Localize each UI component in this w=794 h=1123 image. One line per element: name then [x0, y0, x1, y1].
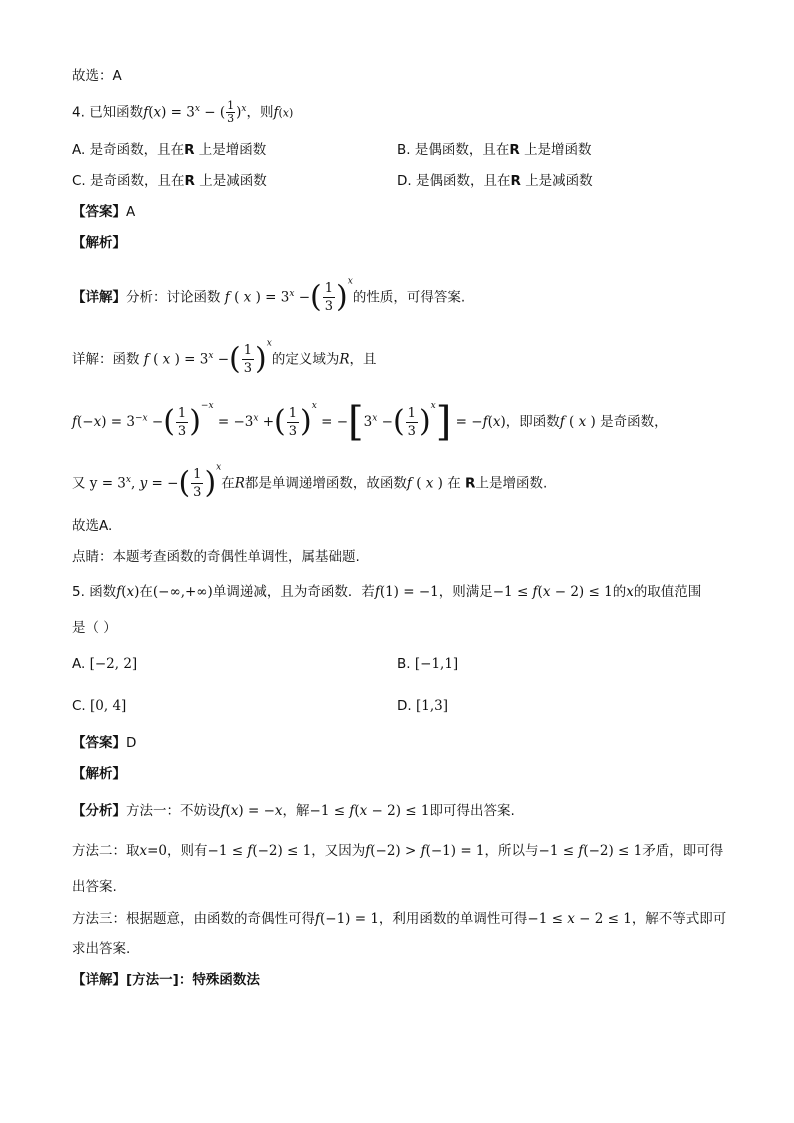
answer-line: 【答案】A: [72, 204, 136, 220]
question-number: 5.: [72, 584, 85, 600]
monotonic-line: 又 $y = 3^x$, y = −( $\frac{1}{3}$ )$^x$在R都是单调递增函数，故函数f ( x ) 在 R上是增函数.: [72, 462, 548, 501]
fraction-one-third: $\frac{1}{3}$: [227, 99, 235, 125]
detail-intro: 【详解】分析：讨论函数 f ( x ) = $3^x$ −( $\frac{1}{3}$ )$^x$的性质，可得答案.: [72, 276, 466, 315]
conclusion: 故选A.: [72, 518, 113, 534]
option-c: C. [0, 4]: [72, 698, 127, 714]
detail-method-heading: 【详解】[方法一]：特殊函数法: [72, 972, 260, 988]
option-a: A. [−2, 2]: [72, 656, 138, 672]
comment: 点睛：本题考查函数的奇偶性单调性，属基础题.: [72, 549, 360, 565]
analysis-label: 【解析】: [72, 235, 126, 251]
option-c: C. 是奇函数，且在R 上是减函数: [72, 173, 267, 189]
analysis-label: 【解析】: [72, 766, 126, 782]
method-2: 方法二：取x=0，则有−1 ≤ f(−2) ≤ 1，又因为f(−2) > f(−1) = 1，所以与−1 ≤ f(−2) ≤ 1矛盾，即可得: [72, 843, 724, 859]
question-number: 4.: [72, 104, 85, 121]
option-d: D. 是偶函数，且在R 上是减函数: [397, 173, 593, 189]
question-5-stem: 5. 函数f(x)在(−∞,+∞)单调递减，且为奇函数．若f(1) = −1，则满足−1 ≤ f(x − 2) ≤ 1的x的取值范围: [72, 584, 702, 600]
option-a: A. 是奇函数，且在R 上是增函数: [72, 142, 267, 158]
method-3: 方法三：根据题意，由函数的奇偶性可得f(−1) = 1，利用函数的单调性可得−1 ≤ x − 2 ≤ 1，解不等式即可: [72, 911, 727, 927]
option-b: B. 是偶函数，且在R 上是增函数: [397, 142, 592, 158]
method-3-line2: 求出答案.: [72, 941, 131, 957]
question-5-stem-line2: 是（ ）: [72, 620, 117, 636]
odd-derivation: $f(-x) = 3^{-x}$ −( $\frac{1}{3}$ )$^{-x} = -3^x$ +( $\frac{1}{3}$ )$^x = -[3^x$ −( $\frac{1}{3}$ )$^x$] = −f(x)，即函数f ( x ) 是奇函数，: [72, 399, 668, 445]
option-d: D. [1,3]: [397, 698, 448, 714]
previous-answer: 故选：A: [72, 68, 122, 84]
method-1: 【分析】方法一：不妨设f(x) = −x，解−1 ≤ f(x − 2) ≤ 1即可得出答案.: [72, 803, 515, 819]
option-b: B. [−1,1]: [397, 656, 459, 672]
question-4-stem: 4. 已知函数$f(x) = 3^x$ − ( $\frac{1}{3}$ )$^x$，则f(x): [72, 99, 294, 125]
method-2-line2: 出答案.: [72, 879, 117, 895]
answer-line: 【答案】D: [72, 735, 137, 751]
solve-line: 详解：函数 f ( x ) = $3^x$ −( $\frac{1}{3}$ )$^x$的定义域为R，且: [72, 338, 377, 377]
